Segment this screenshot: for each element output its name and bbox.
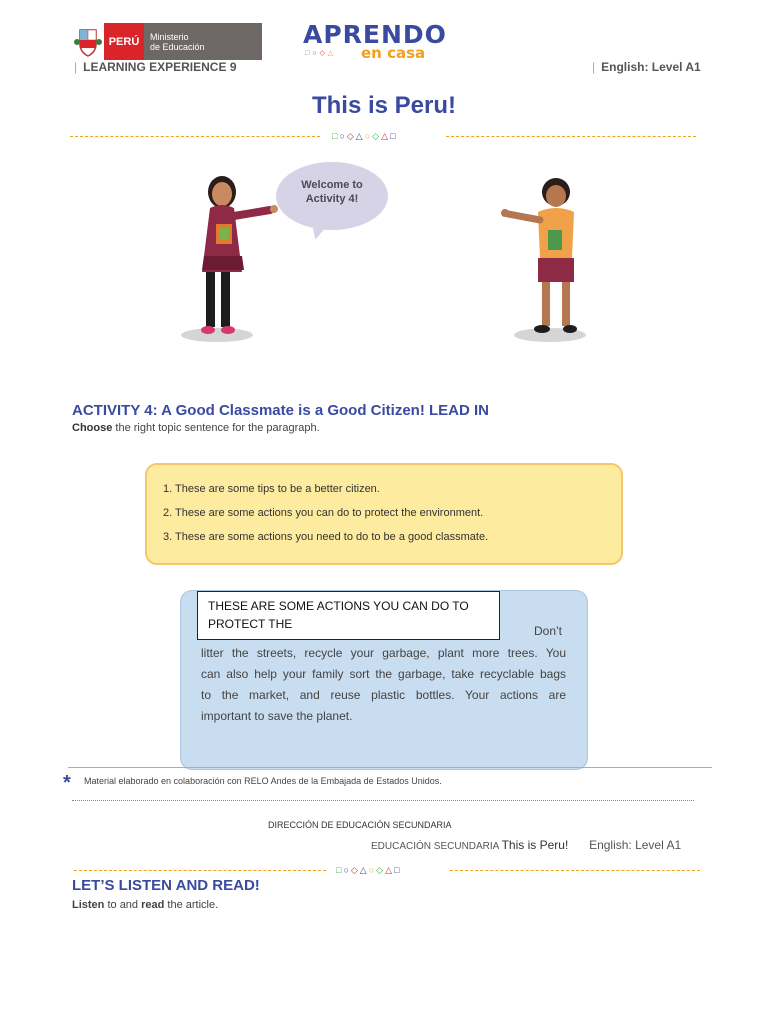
instruction-rest: the right topic sentence for the paragraph. xyxy=(112,422,320,434)
level-text: English: Level A1 xyxy=(601,60,701,74)
footer-level: English: Level A1 xyxy=(589,838,682,852)
divider-shapes-icon: □○◇△○◇△□ xyxy=(332,131,398,141)
logo-shapes-icon: □○◇△ xyxy=(305,50,337,57)
listen-middle: to and xyxy=(104,899,142,911)
page-title: This is Peru! xyxy=(311,92,457,119)
footnote: Material elaborado en colaboración con RELO Andes de la Embajada de Estados Unidos. xyxy=(84,776,442,786)
bubble-line1: Welcome to xyxy=(301,179,363,191)
speech-bubble-tail xyxy=(307,218,330,241)
program-title: APRENDO xyxy=(303,20,447,49)
option-item: 1. These are some tips to be a better citizen. xyxy=(163,483,380,495)
listen-instruction xyxy=(72,899,218,911)
paragraph-line: can also help your family sort the garbage, take recyclable bags xyxy=(201,667,566,681)
learning-experience-text: LEARNING EXPERIENCE 9 xyxy=(83,60,237,74)
paragraph-first-word: Don’t xyxy=(534,624,563,638)
speech-bubble-text xyxy=(276,178,388,206)
girl-character-illustration xyxy=(188,172,284,340)
footer-doc-title: This is Peru! xyxy=(501,838,569,852)
learning-experience-label: | LEARNING EXPERIENCE 9 xyxy=(74,60,237,74)
option-item: 3. These are some actions you need to do to be a good classmate. xyxy=(163,531,489,543)
paragraph-line: to the market, and reuse plastic bottles. Your actions are xyxy=(201,688,566,702)
asterisk-icon: * xyxy=(63,772,71,794)
section-divider xyxy=(70,866,696,876)
direction-label: DIRECCIÓN DE EDUCACIÓN SECUNDARIA xyxy=(268,820,452,830)
ministry-line2: de Educación xyxy=(150,42,205,52)
ministry-logo xyxy=(72,23,262,60)
ministry-label xyxy=(144,23,262,60)
activity-title: ACTIVITY 4: A Good Classmate is a Good Citizen! LEAD IN xyxy=(72,402,489,419)
peru-label: PERÚ xyxy=(104,23,144,60)
footer-dept: EDUCACIÓN SECUNDARIA xyxy=(371,841,499,852)
peru-shield-icon xyxy=(72,23,104,60)
answer-line1: THESE ARE SOME ACTIONS YOU CAN DO TO xyxy=(208,599,469,613)
paragraph-line: important to save the planet. xyxy=(201,709,353,723)
paragraph-line: litter the streets, recycle your garbage, plant more trees. You xyxy=(201,646,566,660)
boy-character-illustration xyxy=(498,174,590,340)
title-divider xyxy=(70,132,696,142)
instruction-verb: Choose xyxy=(72,422,113,434)
running-footer xyxy=(371,838,681,852)
listen-section-title: LET’S LISTEN AND READ! xyxy=(72,877,260,894)
listen-rest: the article. xyxy=(164,899,219,911)
read-verb: read xyxy=(141,899,165,911)
aprendo-en-casa-logo xyxy=(303,20,447,62)
level-label: | English: Level A1 xyxy=(592,60,701,74)
answer-line2: PROTECT THE xyxy=(208,617,293,631)
footer-rule xyxy=(68,767,712,768)
section-divider-shapes-icon: □○◇△○◇△□ xyxy=(336,865,402,875)
program-subtitle: en casa xyxy=(361,44,426,62)
bubble-line2: Activity 4! xyxy=(305,193,359,205)
answer-textbox[interactable] xyxy=(197,591,500,640)
listen-verb: Listen xyxy=(72,899,105,911)
dotted-separator xyxy=(72,800,694,801)
option-item: 2. These are some actions you can do to protect the environment. xyxy=(163,507,484,519)
options-box xyxy=(145,463,623,565)
activity-instruction xyxy=(72,422,320,434)
ministry-line1: Ministerio xyxy=(150,32,189,42)
